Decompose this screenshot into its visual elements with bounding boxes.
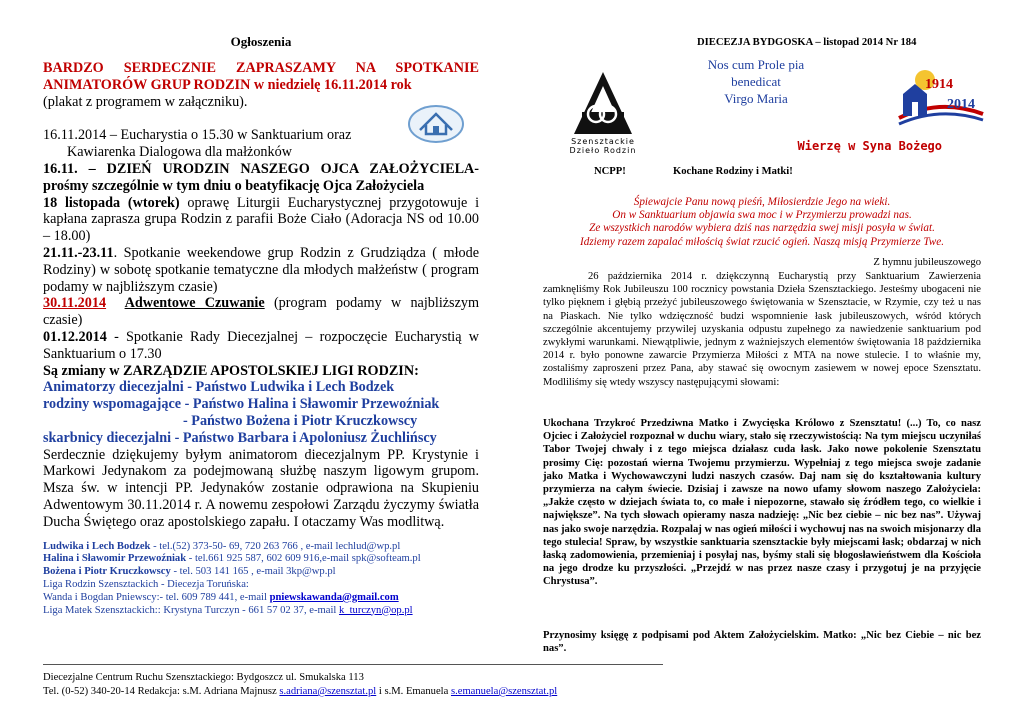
- event-weekend-text: . Spotkanie weekendowe grup Rodzin z Grudziądza ( młode Rodziny) w sobotę spotkanie tematyczne dla młodych małżeństw ( program podamy w najbliższym czasie): [43, 244, 479, 295]
- event-cafe: Kawiarenka Dialogowa dla małżonków: [67, 144, 292, 161]
- motto-line-2: benedicat: [731, 74, 781, 89]
- event-advent-date: 30.11.2014: [43, 295, 107, 312]
- role-supporting: rodziny wspomagające - Państwo Halina i Sławomir Przewoźniak: [43, 396, 440, 413]
- logo-text-2: Dzieło Rodzin: [569, 146, 637, 154]
- event-weekend-date: 21.11.-23.11: [43, 244, 114, 261]
- contact-3-rest: - tel. 503 141 165 , e-mail 3kp@wp.pl: [173, 566, 336, 578]
- event-birthday: [43, 161, 479, 195]
- motto-line-3: Virgo Maria: [724, 91, 788, 106]
- footer-contact: [43, 685, 663, 699]
- contact-1: [43, 541, 479, 554]
- event-council: [43, 329, 479, 363]
- left-header: Ogłoszenia: [230, 34, 292, 49]
- schoenstatt-logo: [568, 66, 638, 154]
- footer-address: Diecezjalne Centrum Ruchu Szensztackiego: Bydgoszcz ul. Smukalska 113: [43, 672, 364, 683]
- prayer-text: Ukochana Trzykroć Przedziwna Matko i Zwycięska Królowo z Szensztatu! (...) To, co nasz Ojciec i Założyciel rozpoznał w duchu wiary, stało się rzeczywistością: Na tym miejscu uczyniłaś Tabor Twojej chwały i z tego miejsca działasz cuda łask. Jako nowe pokolenie Szensztatu prosimy Cię: pozostań wierna Twojemu przymierzu. Wypełniaj z tego miejsca swoje zadanie jako Matka i Wychowawczyni ludzi naszych czasów. Daj nam się do kształtowania kultury przymierza na całym świecie. Dzisiaj i zawsze na nowo ufamy słowom naszego Założyciela: „Jakże często w dziejach świata to, co małe i niepozorne, stawało się źródłem tego, co wielkie i największe”. Na tych słowach opieramy nasza nadzieję: „Nic bez ciebie – nic bez nas”. Używaj nas jako swoje narzędzia. Rozpalaj w nas ogień miłości i wychowuj nas na swoich misjonarzy dla tego stulecia! Spraw, by wszystkie sanktuaria szensztackie były miejscami łask; obdarzaj w nich łaską zadomowienia, przemieniaj i posyłaj nas, byśmy stali się błogosławieństwem dla Kościoła na jego drodze ku przyszłości. „Przejdź w nas przez nasze czasy i przygotuj je na przyjęcie Chrystusa”.: [543, 418, 981, 588]
- invite-note: (plakat z programem w załączniku).: [43, 93, 248, 110]
- contact-2-name: Halina i Sławomir Przewoźniak: [43, 553, 187, 565]
- event-liturgy-date: 18 listopada (wtorek): [43, 194, 180, 211]
- contact-5-text: Wanda i Bogdan Pniewscy:- tel. 609 789 441, e-mail: [43, 591, 267, 603]
- contacts: [43, 541, 479, 618]
- contact-1-rest: - tel.(52) 373-50- 69, 720 263 766 , e-mail lechlud@wp.pl: [153, 540, 401, 552]
- hymn-source: Z hymnu jubileuszowego: [873, 257, 981, 268]
- title: Wierzę w Syna Bożego: [797, 139, 942, 153]
- hymn-line-2: On w Sanktuarium objawia swa moc i w Przymierzu prowadzi nas.: [612, 209, 912, 222]
- jubilee-logo: [895, 58, 985, 130]
- footer-email-2[interactable]: s.emanuela@szensztat.pl: [450, 686, 558, 697]
- hymn: [543, 196, 981, 249]
- hymn-line-1: Śpiewajcie Panu nową pieśń, Miłosierdzie Jego na wieki.: [633, 196, 891, 208]
- event-liturgy-text: oprawę Liturgii Eucharystycznej przygotowuje i kapłana zaprasza grupa Rodzin z parafii Boże Ciało (Adoracja NS od 10.00 – 18.00): [43, 194, 480, 245]
- role-animators: Animatorzy diecezjalni - Państwo Ludwika i Lech Bodzek: [43, 379, 395, 396]
- role-supporting-2: - Państwo Bożena i Piotr Kruczkowscy: [183, 412, 418, 429]
- contact-6-text: Liga Matek Szensztackich:: Krystyna Turczyn - 661 57 02 37, e-mail: [43, 604, 337, 616]
- contact-5: [43, 592, 479, 605]
- greeting-left: NCPP!: [594, 166, 626, 177]
- event-liturgy: [43, 195, 479, 245]
- event-birthday-date: 16.11.: [43, 160, 78, 177]
- event-advent-text: (program podamy w najbliższym czasie): [43, 295, 480, 329]
- contact-1-name: Ludwika i Lech Bodzek: [43, 540, 151, 552]
- contact-5-email[interactable]: pniewskawanda@gmail.com: [269, 591, 399, 603]
- footer-mid: i s.M. Emanuela: [378, 686, 449, 697]
- motto-line-1: Nos cum Prole pia: [707, 57, 805, 72]
- event-council-date: 01.12.2014: [43, 328, 107, 345]
- letter-body: 26 października 2014 r. dziękczynną Eucharystią przy Sanktuarium Zawierzenia zamknęliśmy Rok Jubileuszu 100 rocznicy powstania Dzieła Szensztackiego. Jesteśmy ubogaceni nie tylko pięknem i głębią przeżyć jubileuszowego świętowania w Szensztacie, w Rzymie, czy też u nas na Piaskach. Nie tylko wdzięczność budzi wspomnienie łask jubileuszowych, wśród których szczególnie akcentujemy przywilej uzyskania odpustu zupełnego za nawiedzenie sanktuarium pod zwykłymi warunkami. Niewątpliwie, jednym z ważniejszych elementów świętowania 18 października 2014 r. było ponowne zawarcie Przymierza Miłości z MTA na nowe stulecie. I to właśnie my, zostaliśmy zaproszeni przez Pana, aby stawać się owocnym zasiewem w nowej epoce Szensztatu. Modliliśmy się wtedy wszyscy następującymi słowami:: [543, 271, 981, 388]
- thanks-text: Serdecznie dziękujemy byłym animatorom diecezjalnym PP. Krystynie i Markowi Jedynakom za podejmowaną służbę naszym ligowym grupom. Msza św. w intencji PP. Jedynaków zostanie odprawiona na Skupieniu Adwentowym 30.11.2014 r. A nowemu zespołowi Zarządu życzymy światła Ducha Świętego oraz apostolskiego zapału. I otaczamy Was modlitwą.: [43, 446, 479, 530]
- contact-2: [43, 553, 479, 566]
- footer-email-1[interactable]: s.adriana@szensztat.pl: [279, 686, 377, 697]
- footer: [43, 664, 663, 699]
- footer-phone: Tel. (0-52) 340-20-14 Redakcja: s.M. Adriana Majnusz: [43, 686, 277, 697]
- hymn-line-3: Ze wszystkich narodów wybiera dziś nas narzędzia swej misji posyła w świat.: [589, 222, 935, 235]
- jubilee-year-1: 1914: [925, 77, 953, 92]
- contact-3: [43, 566, 479, 579]
- right-header: DIECEZJA BYDGOSKA – listopad 2014 Nr 184: [697, 37, 917, 48]
- contact-6: [43, 605, 479, 618]
- contact-3-name: Bożena i Piotr Kruczkowscy: [43, 566, 171, 578]
- event-eucharist: 16.11.2014 – Eucharystia o 15.30 w Sanktuarium oraz: [43, 127, 352, 144]
- event-council-text: - Spotkanie Rady Diecezjalnej – rozpoczęcie Eucharystią w Sanktuarium o 17.30: [43, 328, 480, 362]
- event-weekend: [43, 245, 479, 295]
- greeting-right: Kochane Rodziny i Matki!: [673, 166, 793, 177]
- contact-6-email[interactable]: k_turczyn@op.pl: [338, 604, 413, 616]
- invite-text: BARDZO SERDECZNIE ZAPRASZAMY NA SPOTKANIE ANIMATORÓW GRUP RODZIN w niedzielę 16.11.2014 rok: [43, 60, 479, 93]
- motto: [676, 56, 836, 107]
- sign-text: Przynosimy księgę z podpisami pod Aktem Założycielskim. Matko: „Nic bez Ciebie – nic bez nas”.: [543, 630, 981, 655]
- family-house-icon: [408, 104, 464, 144]
- contact-2-rest: - tel.661 925 587, 602 609 916,e-mail spk@softeam.pl: [188, 553, 421, 565]
- jubilee-year-2: 2014: [947, 97, 975, 112]
- event-advent: [43, 295, 479, 329]
- board-changes: Są zmiany w ZARZĄDZIE APOSTOLSKIEJ LIGI RODZIN:: [43, 362, 419, 379]
- event-advent-title: Adwentowe Czuwanie: [124, 295, 265, 312]
- role-treasurers: skarbnicy diecezjalni - Państwo Barbara i Apoloniusz Żuchlińscy: [43, 429, 437, 446]
- event-birthday-text: – DZIEŃ URODZIN NASZEGO OJCA ZAŁOŻYCIELA- prośmy szczególnie w tym dniu o beatyfikację Ojca Założyciela: [43, 160, 479, 194]
- hymn-line-4: Idziemy razem zapalać miłością świat rzucić ogień. Naszą misją Przymierze Twe.: [580, 235, 944, 248]
- logo-text-1: Szensztackie: [571, 137, 635, 146]
- contact-4: Liga Rodzin Szensztackich - Diecezja Toruńska:: [43, 578, 249, 590]
